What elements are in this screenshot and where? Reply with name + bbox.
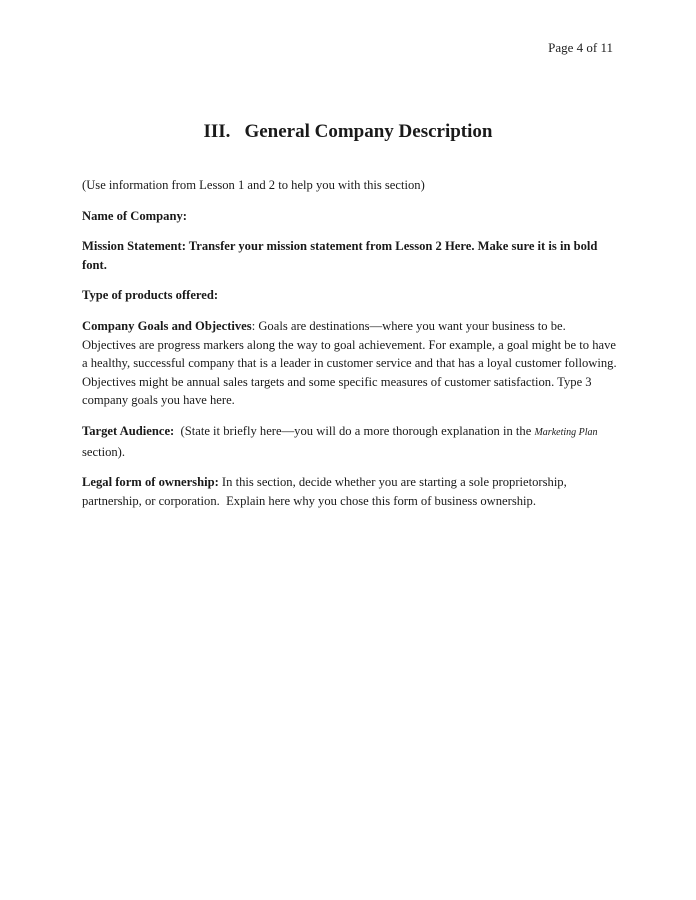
target-audience-label: Target Audience: [82, 423, 175, 438]
legal-form-text: In this section, decide whether you are starting a sole proprietorship, partnership, or corporation. Explain here why you chose this form of business ownership. [82, 475, 570, 508]
legal-form-label: Legal form of ownership: [82, 475, 219, 490]
goals-text: : Goals are destinations—where you want your business to be. Objectives are progress markers along the way to goal achievement. For example, a goal might be to have a healthy, successful company that is a leader in customer service and that has a loyal customer following. Objectives might be annual sales targets and some specific measures of customer satisfaction. Type 3 company goals you have here. [82, 318, 617, 408]
name-of-company-label: Name of Company: [82, 208, 187, 223]
products-label: Type of products offered: [82, 288, 219, 303]
intro-note: (Use information from Lesson 1 and 2 to help you with this section) [82, 178, 425, 192]
mission-statement-label: Mission Statement: Transfer your mission statement from Lesson 2 Here. Make sure it is in bold font. [82, 239, 598, 272]
document-body [82, 176, 618, 522]
section-numeral: III. [203, 121, 231, 142]
page-number: Page 4 of 11 [548, 40, 613, 55]
goals-label: Company Goals and Objectives [82, 318, 252, 333]
marketing-plan-reference: Marketing Plan [534, 426, 598, 438]
target-audience-paragraph [82, 422, 618, 461]
section-title [0, 121, 696, 143]
target-audience-text: (State it briefly here—you will do a more thorough explanation in the [174, 423, 535, 438]
target-audience-text-end: section). [82, 423, 601, 459]
legal-form-paragraph [82, 473, 618, 510]
section-title-text: General Company Description [244, 121, 493, 142]
goals-paragraph [82, 317, 618, 410]
